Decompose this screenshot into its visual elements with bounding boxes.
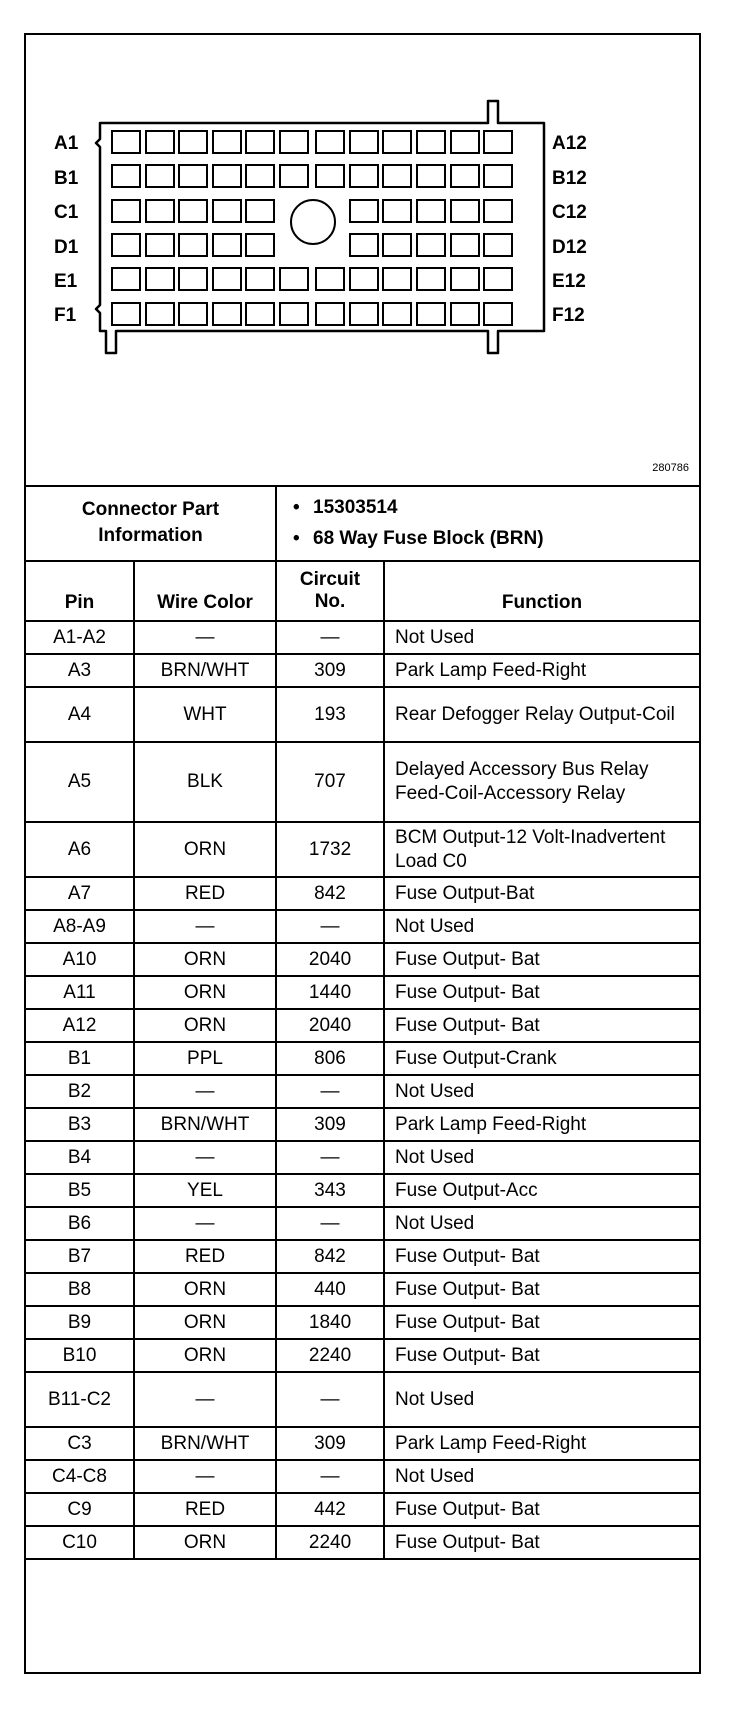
wire-color-cell: —	[134, 1372, 276, 1427]
function-cell: Not Used	[384, 621, 699, 654]
center-keyway	[291, 200, 335, 244]
pin-cavity	[316, 303, 344, 325]
wire-color-cell: ORN	[134, 822, 276, 877]
connector-info-items	[276, 485, 699, 561]
table-row	[26, 1526, 699, 1559]
pin-cell: A6	[26, 822, 134, 877]
table-row	[26, 1339, 699, 1372]
circuit-cell: 1840	[276, 1306, 384, 1339]
table-row	[26, 654, 699, 687]
circuit-cell: 1732	[276, 822, 384, 877]
pin-cavity	[383, 268, 411, 290]
circuit-cell: —	[276, 1075, 384, 1108]
pin-cell: A12	[26, 1009, 134, 1042]
pin-cavity	[451, 268, 479, 290]
function-cell: Park Lamp Feed-Right	[384, 1108, 699, 1141]
function-cell: Not Used	[384, 1207, 699, 1240]
function-cell: Not Used	[384, 1460, 699, 1493]
table-row	[26, 877, 699, 910]
function-header: Function	[384, 561, 699, 621]
circuit-cell: —	[276, 910, 384, 943]
row-label-right: B12	[552, 168, 587, 189]
wire-color-cell: —	[134, 621, 276, 654]
wire-color-cell: ORN	[134, 1339, 276, 1372]
function-cell: Fuse Output- Bat	[384, 1306, 699, 1339]
pin-cavity	[280, 303, 308, 325]
circuit-cell: 193	[276, 687, 384, 742]
wire-color-cell: BRN/WHT	[134, 1427, 276, 1460]
pin-cavity	[451, 165, 479, 187]
pin-cavity	[484, 268, 512, 290]
function-cell: Rear Defogger Relay Output-Coil	[384, 687, 699, 742]
pin-cell: B8	[26, 1273, 134, 1306]
wire-color-cell: ORN	[134, 976, 276, 1009]
table-row	[26, 1108, 699, 1141]
pin-cavity	[112, 131, 140, 153]
function-cell: BCM Output-12 Volt-Inadvertent Load C0	[384, 822, 699, 877]
table-row	[26, 1493, 699, 1526]
pin-cavity	[146, 131, 174, 153]
function-cell: Fuse Output- Bat	[384, 1493, 699, 1526]
function-cell: Fuse Output-Crank	[384, 1042, 699, 1075]
function-cell: Fuse Output- Bat	[384, 1240, 699, 1273]
pin-cavity	[350, 200, 378, 222]
table-row	[26, 1460, 699, 1493]
circuit-cell: 1440	[276, 976, 384, 1009]
part-number: • 15303514	[313, 492, 693, 523]
table-row	[26, 822, 699, 877]
wire-color-cell: ORN	[134, 943, 276, 976]
pin-cell: A4	[26, 687, 134, 742]
pin-cavity	[417, 268, 445, 290]
wire-color-cell: ORN	[134, 1273, 276, 1306]
pin-cavity	[280, 268, 308, 290]
function-cell: Not Used	[384, 910, 699, 943]
circuit-cell: 309	[276, 654, 384, 687]
pin-cavity	[146, 200, 174, 222]
pin-cavity	[383, 165, 411, 187]
pin-cavity	[213, 165, 241, 187]
row-label-left: D1	[54, 237, 79, 258]
function-cell: Fuse Output- Bat	[384, 1526, 699, 1559]
pin-cell: C4-C8	[26, 1460, 134, 1493]
table-row	[26, 1372, 699, 1427]
pin-cell: A5	[26, 742, 134, 822]
circuit-cell: 707	[276, 742, 384, 822]
pin-cavity	[484, 131, 512, 153]
pin-cavity	[112, 165, 140, 187]
pin-cavity	[246, 234, 274, 256]
wire-color-cell: —	[134, 1460, 276, 1493]
pin-cell: B2	[26, 1075, 134, 1108]
pin-cavity	[484, 234, 512, 256]
table-row	[26, 943, 699, 976]
wire-color-cell: ORN	[134, 1009, 276, 1042]
table-row	[26, 1009, 699, 1042]
circuit-header: Circuit No.	[276, 561, 384, 621]
pin-cell: C10	[26, 1526, 134, 1559]
pin-cavity	[350, 131, 378, 153]
pin-cavity	[146, 165, 174, 187]
wire-color-cell: —	[134, 1141, 276, 1174]
table-row	[26, 1042, 699, 1075]
pin-cavity	[179, 200, 207, 222]
header-row	[26, 561, 699, 621]
table-row	[26, 687, 699, 742]
pin-cell: B4	[26, 1141, 134, 1174]
circuit-cell: 2240	[276, 1526, 384, 1559]
connector-outline	[96, 101, 544, 353]
circuit-cell: 309	[276, 1427, 384, 1460]
circuit-cell: 2040	[276, 943, 384, 976]
connector-description: • 68 Way Fuse Block (BRN)	[313, 523, 693, 554]
table-row	[26, 1174, 699, 1207]
connector-diagram	[26, 35, 699, 487]
function-cell: Not Used	[384, 1372, 699, 1427]
pin-cell: B10	[26, 1339, 134, 1372]
pin-cavity	[213, 268, 241, 290]
function-cell: Delayed Accessory Bus Relay Feed-Coil-Accessory Relay	[384, 742, 699, 822]
row-label-right: A12	[552, 133, 587, 154]
pin-cavity	[112, 303, 140, 325]
pin-cavity	[350, 234, 378, 256]
wire-color-cell: ORN	[134, 1526, 276, 1559]
pin-cavity	[112, 268, 140, 290]
wire-color-cell: —	[134, 1075, 276, 1108]
pin-cell: C3	[26, 1427, 134, 1460]
pin-cavity	[417, 165, 445, 187]
function-cell: Fuse Output-Bat	[384, 877, 699, 910]
wire-color-cell: —	[134, 1207, 276, 1240]
wire-color-cell: BLK	[134, 742, 276, 822]
table-row	[26, 1427, 699, 1460]
pin-cavity	[484, 165, 512, 187]
pin-cavity	[280, 165, 308, 187]
pin-cavity	[316, 268, 344, 290]
wire-color-cell: YEL	[134, 1174, 276, 1207]
function-cell: Fuse Output- Bat	[384, 943, 699, 976]
function-cell: Fuse Output- Bat	[384, 1009, 699, 1042]
table-row	[26, 910, 699, 943]
wire-color-cell: BRN/WHT	[134, 654, 276, 687]
pin-cavity	[213, 131, 241, 153]
pin-cavity	[246, 165, 274, 187]
pin-cavity	[213, 234, 241, 256]
pin-cavity	[350, 165, 378, 187]
pin-cavity	[112, 234, 140, 256]
pin-cavity	[213, 303, 241, 325]
wire-color-cell: PPL	[134, 1042, 276, 1075]
function-cell: Fuse Output- Bat	[384, 1339, 699, 1372]
pin-cavity	[179, 131, 207, 153]
pin-cell: B9	[26, 1306, 134, 1339]
wire-color-cell: —	[134, 910, 276, 943]
pin-cavity	[451, 234, 479, 256]
figure-id: 280786	[652, 462, 689, 474]
pin-cavity	[350, 303, 378, 325]
wire-color-cell: RED	[134, 1240, 276, 1273]
function-cell: Park Lamp Feed-Right	[384, 1427, 699, 1460]
circuit-cell: —	[276, 621, 384, 654]
circuit-cell: 842	[276, 877, 384, 910]
pin-cell: B1	[26, 1042, 134, 1075]
pin-cavity	[451, 131, 479, 153]
circuit-cell: 842	[276, 1240, 384, 1273]
table-row	[26, 976, 699, 1009]
table-row	[26, 1273, 699, 1306]
wire-color-cell: ORN	[134, 1306, 276, 1339]
table-row	[26, 621, 699, 654]
pin-cavity	[213, 200, 241, 222]
pin-cavity	[146, 234, 174, 256]
table-row	[26, 742, 699, 822]
wire-color-header: Wire Color	[134, 561, 276, 621]
pin-cavity	[280, 131, 308, 153]
pin-cavity	[316, 131, 344, 153]
pin-cell: B5	[26, 1174, 134, 1207]
pin-cavity	[179, 165, 207, 187]
circuit-cell: 806	[276, 1042, 384, 1075]
wire-color-cell: WHT	[134, 687, 276, 742]
pin-cavity	[417, 234, 445, 256]
pin-cavity	[417, 200, 445, 222]
pin-cavity	[350, 268, 378, 290]
function-cell: Not Used	[384, 1141, 699, 1174]
pin-cavity	[417, 131, 445, 153]
function-cell: Fuse Output-Acc	[384, 1174, 699, 1207]
pin-cavity	[451, 303, 479, 325]
table-row	[26, 1306, 699, 1339]
pin-cell: A10	[26, 943, 134, 976]
row-label-left: C1	[54, 202, 79, 223]
pin-cavity	[246, 131, 274, 153]
pin-cavity	[179, 268, 207, 290]
pinout-table	[26, 485, 699, 1560]
pin-cavity	[146, 303, 174, 325]
row-label-left: F1	[54, 305, 77, 326]
circuit-cell: —	[276, 1141, 384, 1174]
pin-cell: A1-A2	[26, 621, 134, 654]
pin-cavity	[451, 200, 479, 222]
pin-cell: C9	[26, 1493, 134, 1526]
pin-cell: B11-C2	[26, 1372, 134, 1427]
pin-cavity	[484, 303, 512, 325]
connector-info-row	[26, 485, 699, 561]
function-cell: Fuse Output- Bat	[384, 976, 699, 1009]
pin-cavity	[146, 268, 174, 290]
pin-cavity	[246, 268, 274, 290]
wire-color-cell: RED	[134, 1493, 276, 1526]
circuit-cell: —	[276, 1372, 384, 1427]
pin-cell: B3	[26, 1108, 134, 1141]
pin-cavity	[484, 200, 512, 222]
pin-cell: B6	[26, 1207, 134, 1240]
pin-cavity	[383, 303, 411, 325]
connector-info-label: Connector Part Information	[26, 485, 276, 561]
pin-cavity	[246, 200, 274, 222]
row-label-right: C12	[552, 202, 587, 223]
pin-header: Pin	[26, 561, 134, 621]
pin-cavity	[383, 234, 411, 256]
pin-cavity	[246, 303, 274, 325]
pin-cavity	[179, 234, 207, 256]
pin-cavity	[417, 303, 445, 325]
wire-color-cell: RED	[134, 877, 276, 910]
pin-cell: B7	[26, 1240, 134, 1273]
pin-cavity	[383, 131, 411, 153]
pin-cavity	[383, 200, 411, 222]
pin-cell: A7	[26, 877, 134, 910]
circuit-cell: 2240	[276, 1339, 384, 1372]
connector-page	[24, 33, 701, 1674]
table-row	[26, 1075, 699, 1108]
circuit-cell: 440	[276, 1273, 384, 1306]
table-row	[26, 1207, 699, 1240]
pin-cell: A11	[26, 976, 134, 1009]
row-label-right: E12	[552, 271, 586, 292]
wire-color-cell: BRN/WHT	[134, 1108, 276, 1141]
circuit-cell: —	[276, 1460, 384, 1493]
table-row	[26, 1240, 699, 1273]
function-cell: Not Used	[384, 1075, 699, 1108]
row-label-right: F12	[552, 305, 585, 326]
row-label-left: A1	[54, 133, 79, 154]
function-cell: Park Lamp Feed-Right	[384, 654, 699, 687]
pin-cell: A3	[26, 654, 134, 687]
circuit-cell: 309	[276, 1108, 384, 1141]
row-label-left: E1	[54, 271, 78, 292]
pin-cavity	[316, 165, 344, 187]
circuit-cell: 2040	[276, 1009, 384, 1042]
row-label-left: B1	[54, 168, 79, 189]
connector-face-drawing	[26, 35, 699, 485]
table-row	[26, 1141, 699, 1174]
circuit-cell: 442	[276, 1493, 384, 1526]
pin-cavity	[112, 200, 140, 222]
circuit-cell: —	[276, 1207, 384, 1240]
function-cell: Fuse Output- Bat	[384, 1273, 699, 1306]
circuit-cell: 343	[276, 1174, 384, 1207]
row-label-right: D12	[552, 237, 587, 258]
pin-cell: A8-A9	[26, 910, 134, 943]
pin-cavity	[179, 303, 207, 325]
